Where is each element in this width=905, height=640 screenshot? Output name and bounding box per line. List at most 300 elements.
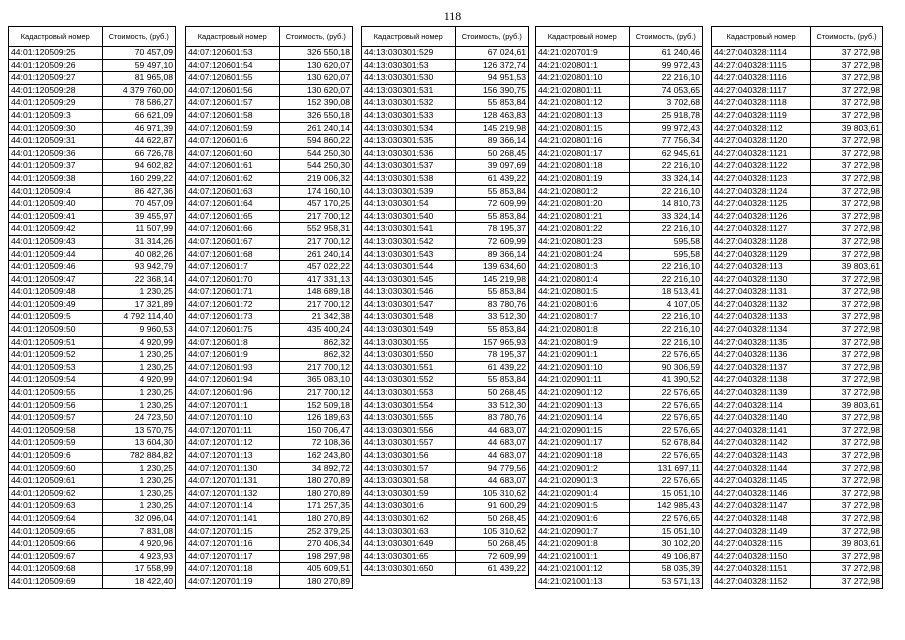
header-cost: Стоимость, (руб.)	[102, 27, 175, 47]
cost-value: 37 272,98	[811, 47, 883, 60]
cost-value: 1 230,25	[102, 361, 175, 374]
cadastral-number: 44:07:120701:12	[186, 437, 280, 450]
cadastral-number: 44:27:040328:1143	[712, 450, 811, 463]
table-row	[186, 298, 353, 311]
cadastral-number: 44:07:120601:56	[186, 84, 280, 97]
cost-value: 160 299,22	[102, 172, 175, 185]
table-row	[186, 147, 353, 160]
cadastral-number: 44:21:020901:15	[536, 424, 630, 437]
table-row	[9, 399, 176, 412]
cost-value: 44 683,07	[455, 437, 528, 450]
cadastral-number: 44:01:120509:66	[9, 538, 103, 551]
cost-value: 1 230,25	[102, 286, 175, 299]
table-row	[9, 185, 176, 198]
cost-value: 61 240,46	[629, 47, 702, 60]
cadastral-number: 44:27:040328:113	[712, 261, 811, 274]
table-row	[536, 273, 703, 286]
cost-value: 99 972,43	[629, 59, 702, 72]
cadastral-number: 44:27:040328:115	[712, 538, 811, 551]
table-row	[9, 109, 176, 122]
cost-value: 61 439,22	[455, 563, 528, 576]
cadastral-number: 44:27:040328:1115	[712, 59, 811, 72]
cost-value: 326 550,18	[279, 47, 352, 60]
cadastral-number: 44:27:040328:1145	[712, 475, 811, 488]
table-row	[536, 450, 703, 463]
table-row	[186, 223, 353, 236]
cadastral-number: 44:01:120509:57	[9, 412, 103, 425]
cadastral-number: 44:07:120601:63	[186, 185, 280, 198]
table-row	[186, 500, 353, 513]
cost-value: 862,32	[279, 349, 352, 362]
cadastral-table-4	[535, 26, 703, 589]
cost-value: 59 497,10	[102, 59, 175, 72]
cadastral-number: 44:07:120601:93	[186, 361, 280, 374]
cost-value: 37 272,98	[811, 172, 883, 185]
cadastral-number: 44:07:120701:19	[186, 575, 280, 588]
table-row	[186, 550, 353, 563]
cost-value: 22 216,10	[629, 336, 702, 349]
table-row	[362, 147, 529, 160]
cadastral-number: 44:21:021001:13	[536, 575, 630, 588]
table-row	[362, 550, 529, 563]
table-row	[362, 324, 529, 337]
cost-value: 37 272,98	[811, 349, 883, 362]
cadastral-number: 44:13:030301:65	[362, 550, 456, 563]
table-row	[9, 349, 176, 362]
cost-value: 782 884,82	[102, 450, 175, 463]
cadastral-number: 44:13:030301:649	[362, 538, 456, 551]
cadastral-number: 44:21:020801:17	[536, 147, 630, 160]
cadastral-number: 44:27:040328:1134	[712, 324, 811, 337]
table-row	[186, 286, 353, 299]
cost-value: 99 972,43	[629, 122, 702, 135]
table-row	[362, 248, 529, 261]
cost-value: 145 219,98	[455, 122, 528, 135]
cadastral-number: 44:21:020901:10	[536, 361, 630, 374]
table-row	[712, 399, 883, 412]
cost-value: 4 107,05	[629, 298, 702, 311]
cost-value: 22 576,65	[629, 349, 702, 362]
cost-value: 417 331,13	[279, 273, 352, 286]
cadastral-number: 44:07:120601:53	[186, 47, 280, 60]
cadastral-number: 44:07:120701:1	[186, 399, 280, 412]
cadastral-number: 44:01:120509:37	[9, 160, 103, 173]
table-row	[536, 462, 703, 475]
cadastral-number: 44:27:040328:1148	[712, 512, 811, 525]
table-row	[362, 387, 529, 400]
table-header-row	[536, 27, 703, 47]
cost-value: 37 272,98	[811, 210, 883, 223]
cost-value: 62 945,61	[629, 147, 702, 160]
cost-value: 55 853,84	[455, 286, 528, 299]
table-row	[712, 235, 883, 248]
cost-value: 37 272,98	[811, 500, 883, 513]
cost-value: 94 951,53	[455, 72, 528, 85]
cost-value: 18 422,40	[102, 575, 175, 588]
table-row	[186, 109, 353, 122]
cadastral-number: 44:07:120601:7	[186, 261, 280, 274]
cost-value: 4 920,99	[102, 336, 175, 349]
table-row	[186, 210, 353, 223]
page-number: 118	[443, 9, 462, 23]
table-row	[712, 122, 883, 135]
table-row	[9, 525, 176, 538]
cost-value: 4 920,99	[102, 374, 175, 387]
table-row	[362, 286, 529, 299]
cost-value: 78 195,37	[455, 349, 528, 362]
table-row	[9, 512, 176, 525]
table-row	[712, 135, 883, 148]
table-row	[186, 349, 353, 362]
cadastral-number: 44:07:120601:67	[186, 235, 280, 248]
cadastral-number: 44:27:040328:1140	[712, 412, 811, 425]
cadastral-number: 44:21:021001:1	[536, 550, 630, 563]
cadastral-number: 44:01:120509:51	[9, 336, 103, 349]
cadastral-number: 44:21:020801:6	[536, 298, 630, 311]
cadastral-number: 44:27:040328:1122	[712, 160, 811, 173]
cost-value: 72 609,99	[455, 235, 528, 248]
table-row	[362, 84, 529, 97]
table-row	[536, 298, 703, 311]
cost-value: 37 272,98	[811, 273, 883, 286]
cost-value: 22 216,10	[629, 273, 702, 286]
table-row	[362, 437, 529, 450]
cadastral-number: 44:01:120509:5	[9, 311, 103, 324]
table-row	[712, 298, 883, 311]
cost-value: 171 257,35	[279, 500, 352, 513]
cadastral-number: 44:13:030301:63	[362, 525, 456, 538]
cost-value: 4 920,96	[102, 538, 175, 551]
cost-value: 130 620,07	[279, 59, 352, 72]
cadastral-number: 44:21:020801:3	[536, 261, 630, 274]
cost-value: 435 400,24	[279, 324, 352, 337]
table-row	[362, 273, 529, 286]
table-row	[362, 361, 529, 374]
table-row	[9, 361, 176, 374]
cadastral-number: 44:27:040328:1141	[712, 424, 811, 437]
cadastral-number: 44:21:020801:16	[536, 135, 630, 148]
cost-value: 130 620,07	[279, 72, 352, 85]
cadastral-number: 44:07:120601:8	[186, 336, 280, 349]
cadastral-number: 44:13:030301:538	[362, 172, 456, 185]
cadastral-number: 44:13:030301:532	[362, 97, 456, 110]
cadastral-number: 44:13:030301:552	[362, 374, 456, 387]
table-row	[536, 538, 703, 551]
table-row	[9, 475, 176, 488]
table-row	[9, 462, 176, 475]
table-row	[9, 298, 176, 311]
cost-value: 37 272,98	[811, 424, 883, 437]
cost-value: 405 609,51	[279, 563, 352, 576]
cadastral-number: 44:01:120509:42	[9, 223, 103, 236]
cadastral-number: 44:21:020801:9	[536, 336, 630, 349]
cadastral-number: 44:13:030301:541	[362, 223, 456, 236]
cost-value: 1 230,25	[102, 500, 175, 513]
cadastral-number: 44:27:040328:1144	[712, 462, 811, 475]
cadastral-number: 44:13:030301:534	[362, 122, 456, 135]
table-row	[362, 462, 529, 475]
cadastral-number: 44:01:120509:59	[9, 437, 103, 450]
cadastral-number: 44:21:020801:21	[536, 210, 630, 223]
table-row	[712, 97, 883, 110]
cost-value: 72 108,36	[279, 437, 352, 450]
header-cadastral-number: Кадастровый номер	[712, 27, 811, 47]
cadastral-number: 44:13:030301:545	[362, 273, 456, 286]
cadastral-number: 44:21:020801:15	[536, 122, 630, 135]
cost-value: 326 550,18	[279, 109, 352, 122]
table-row	[536, 122, 703, 135]
table-row	[9, 47, 176, 60]
cost-value: 105 310,62	[455, 525, 528, 538]
table-row	[9, 387, 176, 400]
cadastral-number: 44:01:120509:61	[9, 475, 103, 488]
cadastral-number: 44:13:030301:530	[362, 72, 456, 85]
cost-value: 94 779,56	[455, 462, 528, 475]
cost-value: 46 971,39	[102, 122, 175, 135]
cost-value: 50 268,45	[455, 147, 528, 160]
cost-value: 22 216,10	[629, 311, 702, 324]
cadastral-number: 44:27:040328:1128	[712, 235, 811, 248]
cost-value: 78 586,27	[102, 97, 175, 110]
table-row	[362, 563, 529, 576]
table-row	[536, 525, 703, 538]
cost-value: 39 803,61	[811, 122, 883, 135]
cadastral-number: 44:21:020801:2	[536, 185, 630, 198]
cost-value: 22 216,10	[629, 324, 702, 337]
cost-value: 39 803,61	[811, 399, 883, 412]
table-row	[712, 387, 883, 400]
table-row	[9, 374, 176, 387]
cadastral-number: 44:01:120509:65	[9, 525, 103, 538]
cadastral-number: 44:21:020901:2	[536, 462, 630, 475]
table-row	[712, 437, 883, 450]
header-cost: Стоимость, (руб.)	[455, 27, 528, 47]
cost-value: 37 272,98	[811, 298, 883, 311]
table-row	[186, 47, 353, 60]
table-row	[186, 198, 353, 211]
table-row	[186, 248, 353, 261]
cost-value: 33 324,14	[629, 210, 702, 223]
cadastral-number: 44:07:120701:131	[186, 475, 280, 488]
table-row	[536, 185, 703, 198]
cost-value: 37 272,98	[811, 450, 883, 463]
cadastral-number: 44:13:030301:533	[362, 109, 456, 122]
table-row	[9, 273, 176, 286]
table-row	[186, 525, 353, 538]
cadastral-number: 44:13:030301:57	[362, 462, 456, 475]
table-row	[9, 122, 176, 135]
cadastral-number: 44:27:040328:1124	[712, 185, 811, 198]
cost-value: 13 570,75	[102, 424, 175, 437]
cadastral-number: 44:13:030301:59	[362, 487, 456, 500]
cadastral-number: 44:13:030301:537	[362, 160, 456, 173]
cost-value: 91 600,29	[455, 500, 528, 513]
table-row	[362, 97, 529, 110]
cadastral-number: 44:07:120701:11	[186, 424, 280, 437]
cadastral-number: 44:13:030301:549	[362, 324, 456, 337]
table-row	[712, 475, 883, 488]
cadastral-number: 44:01:120509:62	[9, 487, 103, 500]
cadastral-number: 44:01:120509:56	[9, 399, 103, 412]
table-row	[9, 424, 176, 437]
table-row	[9, 550, 176, 563]
cadastral-number: 44:07:120601:9	[186, 349, 280, 362]
cadastral-number: 44:21:020801:4	[536, 273, 630, 286]
cost-value: 37 272,98	[811, 147, 883, 160]
table-row	[186, 84, 353, 97]
table-row	[536, 324, 703, 337]
cadastral-number: 44:07:120601:57	[186, 97, 280, 110]
cost-value: 37 272,98	[811, 525, 883, 538]
cadastral-number: 44:01:120509:52	[9, 349, 103, 362]
cost-value: 37 272,98	[811, 462, 883, 475]
table-row	[362, 122, 529, 135]
cadastral-number: 44:01:120509:25	[9, 47, 103, 60]
table-row	[536, 59, 703, 72]
cost-value: 37 272,98	[811, 387, 883, 400]
cost-value: 1 230,25	[102, 387, 175, 400]
cost-value: 217 700,12	[279, 298, 352, 311]
table-row	[9, 500, 176, 513]
table-row	[186, 122, 353, 135]
cadastral-number: 44:21:020801:12	[536, 97, 630, 110]
cadastral-number: 44:27:040328:1127	[712, 223, 811, 236]
cadastral-number: 44:01:120509:28	[9, 84, 103, 97]
cadastral-number: 44:01:120509:54	[9, 374, 103, 387]
table-row	[186, 160, 353, 173]
cost-value: 22 368,14	[102, 273, 175, 286]
table-row	[712, 462, 883, 475]
cadastral-number: 44:13:030301:62	[362, 512, 456, 525]
cost-value: 94 602,82	[102, 160, 175, 173]
cost-value: 66 621,09	[102, 109, 175, 122]
cadastral-number: 44:27:040328:1118	[712, 97, 811, 110]
cadastral-number: 44:21:020901:12	[536, 387, 630, 400]
cost-value: 61 439,22	[455, 172, 528, 185]
table-row	[9, 336, 176, 349]
cost-value: 72 609,99	[455, 550, 528, 563]
cost-value: 55 853,84	[455, 210, 528, 223]
header-cadastral-number: Кадастровый номер	[362, 27, 456, 47]
table-row	[536, 210, 703, 223]
cadastral-number: 44:27:040328:1150	[712, 550, 811, 563]
cost-value: 1 230,25	[102, 399, 175, 412]
cost-value: 126 189,63	[279, 412, 352, 425]
table-row	[536, 387, 703, 400]
cadastral-number: 44:13:030301:531	[362, 84, 456, 97]
cost-value: 22 216,10	[629, 160, 702, 173]
table-row	[536, 475, 703, 488]
cost-value: 128 463,83	[455, 109, 528, 122]
table-header-row	[9, 27, 176, 47]
cadastral-number: 44:07:120601:68	[186, 248, 280, 261]
table-row	[712, 487, 883, 500]
table-row	[536, 198, 703, 211]
cost-value: 31 314,26	[102, 235, 175, 248]
table-row	[536, 223, 703, 236]
cadastral-number: 44:21:021001:12	[536, 563, 630, 576]
cost-value: 37 272,98	[811, 286, 883, 299]
table-row	[536, 550, 703, 563]
cost-value: 74 053,65	[629, 84, 702, 97]
cost-value: 261 240,14	[279, 248, 352, 261]
cost-value: 22 576,65	[629, 475, 702, 488]
cost-value: 70 457,09	[102, 198, 175, 211]
cost-value: 365 083,10	[279, 374, 352, 387]
cost-value: 72 609,99	[455, 198, 528, 211]
cost-value: 37 272,98	[811, 575, 883, 588]
cadastral-number: 44:27:040328:1130	[712, 273, 811, 286]
table-row	[362, 135, 529, 148]
cost-value: 30 102,20	[629, 538, 702, 551]
table-header-row	[186, 27, 353, 47]
cadastral-number: 44:21:020901:13	[536, 399, 630, 412]
cadastral-number: 44:21:020801:1	[536, 59, 630, 72]
table-row	[186, 235, 353, 248]
cadastral-number: 44:27:040328:1151	[712, 563, 811, 576]
cost-value: 89 366,14	[455, 248, 528, 261]
table-row	[9, 84, 176, 97]
cadastral-number: 44:13:030301:556	[362, 424, 456, 437]
cadastral-number: 44:01:120509:68	[9, 563, 103, 576]
cadastral-number: 44:13:030301:542	[362, 235, 456, 248]
cadastral-number: 44:27:040328:112	[712, 122, 811, 135]
cost-value: 142 985,43	[629, 500, 702, 513]
table-row	[186, 512, 353, 525]
cost-value: 22 576,65	[629, 512, 702, 525]
table-row	[9, 235, 176, 248]
cadastral-number: 44:13:030301:544	[362, 261, 456, 274]
cadastral-number: 44:21:020901:1	[536, 349, 630, 362]
cadastral-number: 44:07:120701:16	[186, 538, 280, 551]
table-row	[186, 172, 353, 185]
table-row	[186, 424, 353, 437]
table-row	[712, 210, 883, 223]
cadastral-number: 44:07:120601:58	[186, 109, 280, 122]
table-row	[712, 550, 883, 563]
table-row	[536, 487, 703, 500]
table-row	[186, 324, 353, 337]
cadastral-number: 44:21:020901:8	[536, 538, 630, 551]
table-row	[362, 235, 529, 248]
table-row	[712, 324, 883, 337]
table-row	[536, 72, 703, 85]
cost-value: 37 272,98	[811, 135, 883, 148]
cadastral-number: 44:07:120701:10	[186, 412, 280, 425]
table-row	[9, 210, 176, 223]
cost-value: 152 390,08	[279, 97, 352, 110]
table-row	[9, 72, 176, 85]
table-row	[186, 462, 353, 475]
cadastral-number: 44:01:120509:69	[9, 575, 103, 588]
cadastral-number: 44:27:040328:1149	[712, 525, 811, 538]
cost-value: 219 006,32	[279, 172, 352, 185]
table-row	[536, 412, 703, 425]
table-header-row	[362, 27, 529, 47]
cost-value: 24 723,50	[102, 412, 175, 425]
table-row	[9, 487, 176, 500]
cost-value: 66 726,78	[102, 147, 175, 160]
cadastral-number: 44:07:120601:59	[186, 122, 280, 135]
cost-value: 37 272,98	[811, 160, 883, 173]
cost-value: 50 268,45	[455, 538, 528, 551]
cost-value: 261 240,14	[279, 122, 352, 135]
table-row	[536, 286, 703, 299]
cost-value: 9 960,53	[102, 324, 175, 337]
table-row	[536, 261, 703, 274]
cadastral-number: 44:27:040328:1117	[712, 84, 811, 97]
cadastral-number: 44:13:030301:53	[362, 59, 456, 72]
